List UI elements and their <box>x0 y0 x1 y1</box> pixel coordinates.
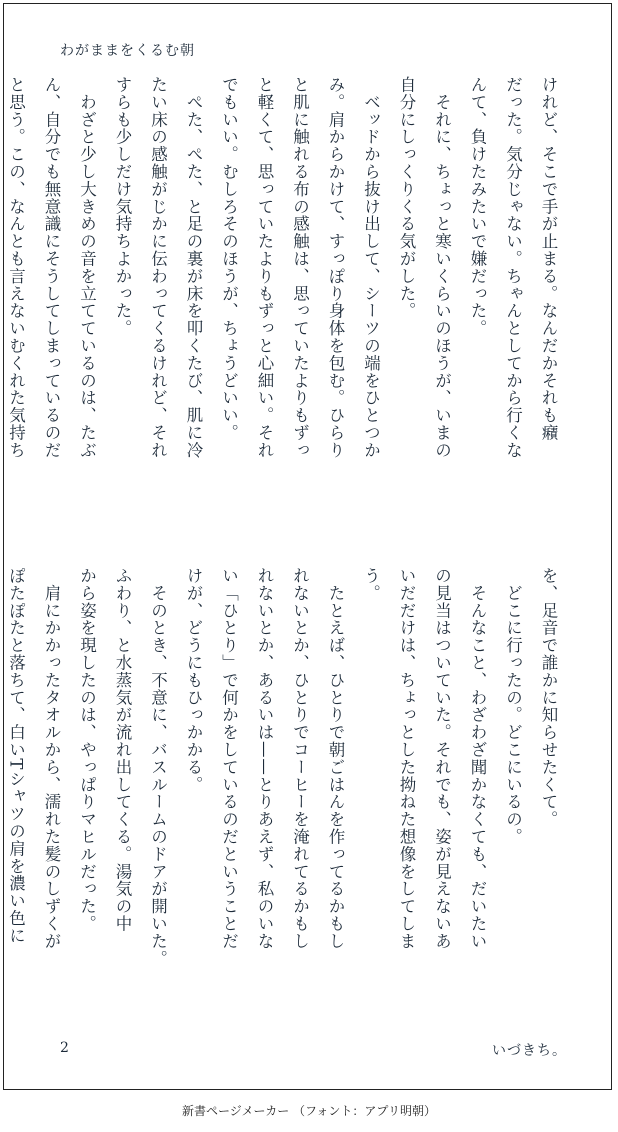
generator-caption: 新書ページメーカー （フォント：アプリ明朝） <box>182 1104 436 1118</box>
text-line: でもいい。むしろそのほうが、ちょうどいい。 <box>219 76 239 442</box>
text-line: ぺた、ぺた、と足の裏が床を叩くたび、肌に冷 <box>184 76 203 459</box>
text-line: どこに行ったの。どこにいるの。 <box>503 567 523 846</box>
text-line: たとえば、ひとりで朝ごはんを作ってるかもし <box>326 567 345 950</box>
author-name: いづきち。 <box>492 1043 567 1059</box>
text-line: と肌に触れる布の感触は、思っていたよりもずっ <box>290 76 310 459</box>
text-line: そんなこと、わざわざ聞かなくても、だいたい <box>468 567 487 950</box>
text-line: それに、ちょっと寒いくらいのほうが、いまの <box>432 76 452 459</box>
text-line: 自分にしっくりくる気がした。 <box>397 76 416 320</box>
text-line: い「ひとり」で何かをしているのだということだ <box>219 567 239 950</box>
book-page <box>3 3 612 1090</box>
text-line: と思う。この、なんとも言えないむくれた気持ち <box>6 76 26 459</box>
text-line: れないとか、ひとりでコーヒーを淹れてるかもし <box>290 567 310 950</box>
text-line: んて、負けたみたいで嫌だった。 <box>468 76 487 337</box>
text-line: ん、自分でも無意識にそうしてしまっているのだ <box>42 76 61 459</box>
text-line: 肩にかかったタオルから、濡れた髪のしずくが <box>42 567 61 950</box>
text-line: すらも少しだけ気持ちよかった。 <box>113 76 132 337</box>
text-line: ふわり、と水蒸気が流れ出してくる。湯気の中 <box>113 567 132 933</box>
text-line: う。 <box>361 567 381 602</box>
page-number: 2 <box>60 1040 69 1056</box>
text-line: けが、どうにもひっかかる。 <box>184 567 203 794</box>
text-line: けれど、そこで手が止まる。なんだかそれも癪 <box>539 76 558 442</box>
text-line: から姿を現したのは、やっぱりマヒルだった。 <box>77 567 97 933</box>
text-line: を、足音で誰かに知らせたくて。 <box>539 567 558 828</box>
running-title: わがままをくるむ朝 <box>60 43 195 59</box>
text-line: たい床の感触がじかに伝わってくるけれど、それ <box>148 76 168 459</box>
text-line: ベッドから抜け出して、シーツの端をひとつか <box>361 76 381 459</box>
text-line: わざと少し大きめの音を立てているのは、たぶ <box>77 76 97 459</box>
text-line: ぽたぽたと落ちて、白いTシャツの肩を濃い色に <box>6 567 26 945</box>
text-line: いだだけは、ちょっとした拗ねた想像をしてしま <box>397 567 416 950</box>
text-line: の見当はついていた。それでも、姿が見えないあ <box>432 567 452 950</box>
text-line: そのとき、不意に、バスルームのドアが開いた。 <box>148 567 168 968</box>
text-block-bottom <box>6 567 566 1023</box>
text-line: み。肩からかけて、すっぽり身体を包む。ひらり <box>326 76 345 459</box>
text-line: れないとか、あるいは——とりあえず、私のいな <box>255 567 274 950</box>
text-block-top <box>6 76 566 532</box>
text-line: だった。気分じゃない。ちゃんとしてから行くな <box>503 76 523 459</box>
text-line: と軽くて、思っていたよりもずっと心細い。それ <box>255 76 274 459</box>
